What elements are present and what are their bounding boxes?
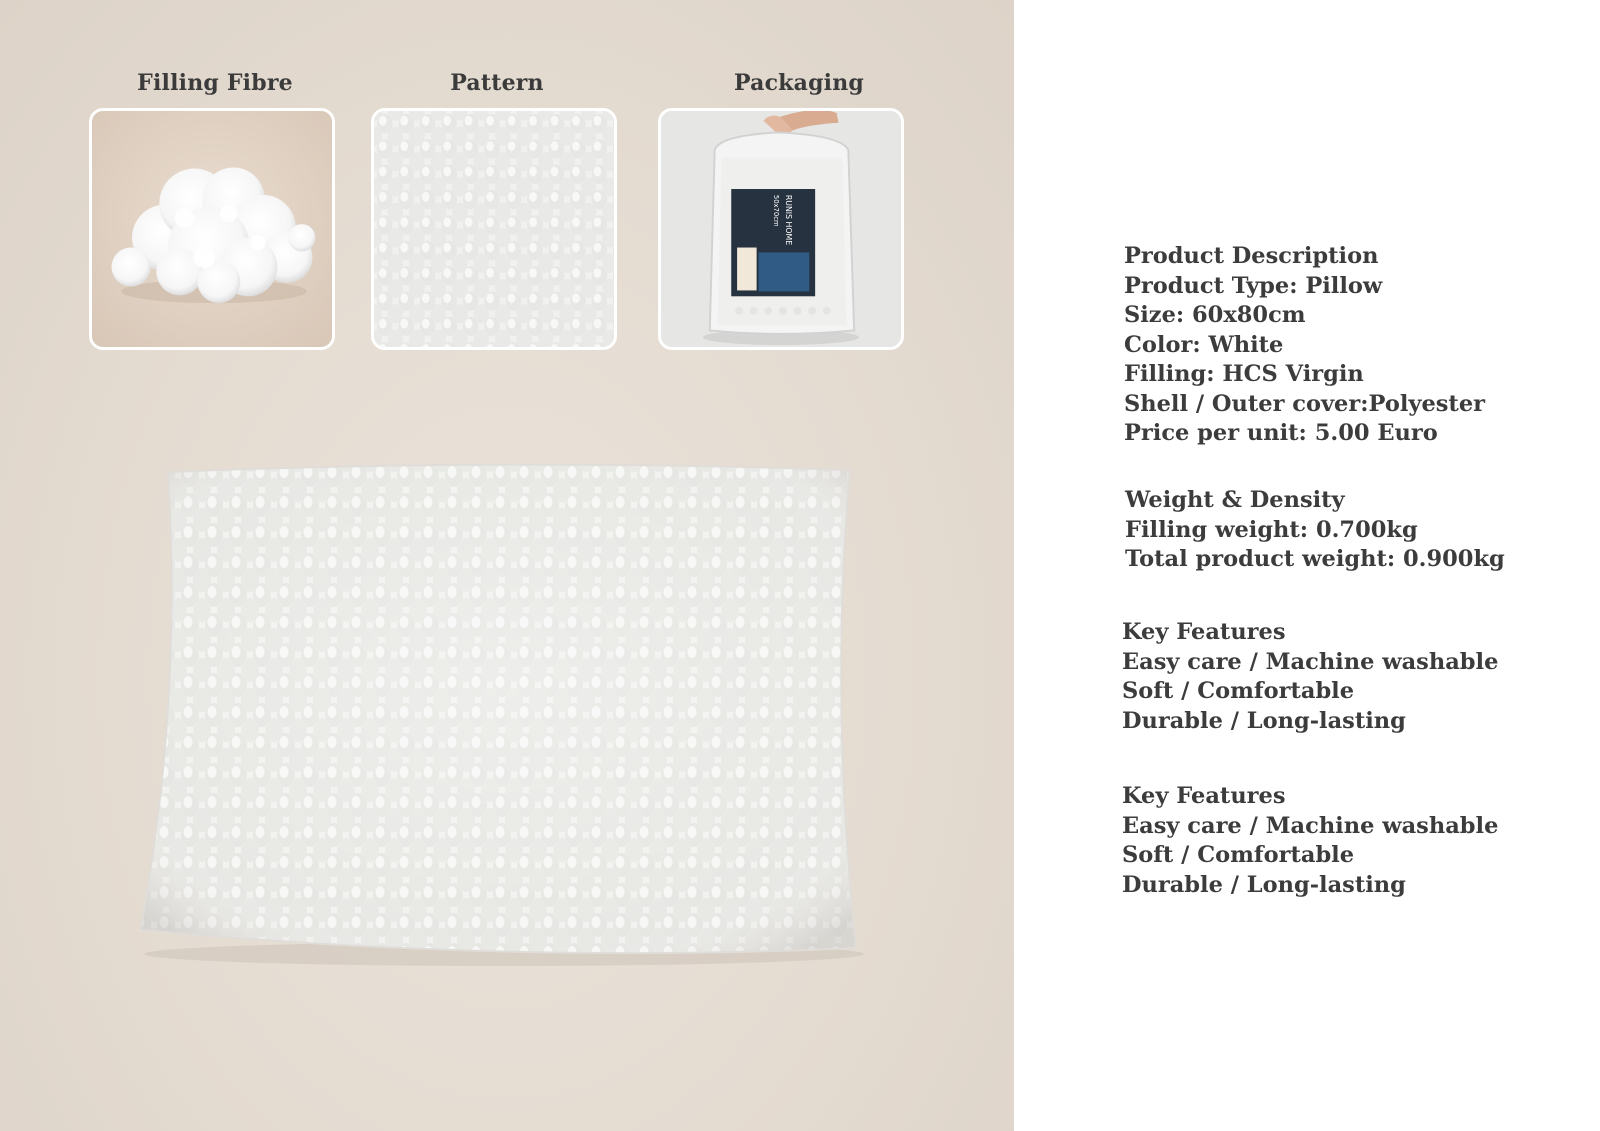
packaging-image [658, 108, 904, 350]
thumb-title-filling-fibre: Filling Fibre [137, 70, 293, 96]
key-features-section-1 [1122, 618, 1498, 736]
spec-line-filling-weight: Filling weight: 0.700kg [1125, 516, 1418, 543]
key-features-heading: Key Features [1122, 619, 1286, 645]
weight-density-heading: Weight & Density [1125, 487, 1345, 513]
pillow-image [130, 460, 878, 968]
spec-line-size: Size: 60x80cm [1124, 302, 1306, 328]
filling-fibre-image [89, 108, 335, 350]
feature-line-easy-care: Easy care / Machine washable [1122, 648, 1499, 675]
thumb-title-packaging: Packaging [733, 70, 865, 96]
spec-line-price: Price per unit: 5.00 Euro [1124, 420, 1438, 446]
spec-line-product-type: Product Type: Pillow [1124, 272, 1383, 299]
weight-density-section [1125, 486, 1505, 575]
feature-line-easy-care: Easy care / Machine washable [1122, 812, 1499, 839]
key-features-heading: Key Features [1122, 783, 1286, 809]
thumb-title-pattern: Pattern [450, 70, 544, 96]
feature-line-durable: Durable / Long-lasting [1122, 871, 1406, 898]
product-description-section [1124, 242, 1485, 449]
spec-line-total-weight: Total product weight: 0.900kg [1125, 546, 1505, 572]
pattern-image [371, 108, 617, 350]
product-description-heading: Product Description [1124, 243, 1379, 269]
spec-line-filling: Filling: HCS Virgin [1124, 361, 1364, 387]
spec-line-shell: Shell / Outer cover:Polyester [1124, 390, 1485, 417]
feature-line-soft: Soft / Comfortable [1122, 842, 1355, 868]
feature-line-soft: Soft / Comfortable [1122, 678, 1355, 704]
packaging-size-text: 50x70cm [772, 194, 781, 227]
feature-line-durable: Durable / Long-lasting [1122, 707, 1406, 734]
key-features-section-2 [1122, 782, 1498, 900]
spec-line-color: Color: White [1124, 331, 1284, 358]
packaging-brand-text: RUNIS HOME [783, 194, 793, 246]
